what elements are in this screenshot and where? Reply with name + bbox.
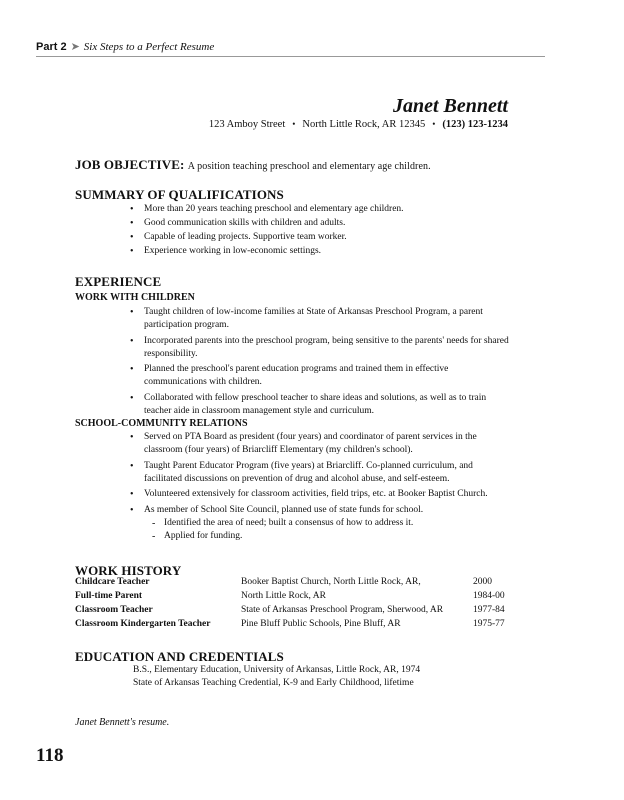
job-title: Classroom Kindergarten Teacher [75, 619, 211, 629]
education-line: B.S., Elementary Education, University of Arkansas, Little Rock, AR, 1974 [133, 665, 421, 675]
bullet-separator: • [292, 119, 296, 129]
city-address: North Little Rock, AR 12345 [302, 119, 426, 130]
objective-heading: JOB OBJECTIVE: [75, 157, 185, 172]
job-place: Booker Baptist Church, North Little Rock, AR, [241, 577, 421, 587]
job-years: 1977-84 [473, 605, 505, 615]
page-number: 118 [36, 745, 64, 766]
work-with-children-list [130, 306, 510, 420]
job-title: Childcare Teacher [75, 577, 150, 587]
objective-section [75, 157, 431, 173]
phone-number: (123) 123-1234 [442, 119, 508, 130]
table-row [75, 577, 505, 591]
list-item: • Taught children of low-income families at State of Arkansas Preschool Program, a parent participation program. [130, 306, 510, 332]
experience-heading: EXPERIENCE [75, 274, 162, 289]
work-with-children-heading: WORK WITH CHILDREN [75, 292, 195, 303]
sub-list-item: - Applied for funding. [152, 530, 510, 543]
list-item: • Volunteered extensively for classroom activities, field trips, etc. at Booker Baptist Church. [130, 488, 510, 501]
list-item [130, 504, 510, 543]
list-item: • Served on PTA Board as president (four years) and coordinator of parent services in the classroom (four years) of Briarcliff Elementary (my children's school). [130, 431, 510, 457]
summary-heading: SUMMARY OF QUALIFICATIONS [75, 187, 284, 202]
list-item: • Capable of leading projects. Supportive team worker. [130, 231, 510, 244]
job-title: Full-time Parent [75, 591, 143, 601]
contact-line [209, 119, 508, 130]
education-details [133, 664, 420, 690]
objective-text: A position teaching preschool and elementary age children. [187, 161, 431, 172]
work-history-heading: WORK HISTORY [75, 563, 182, 578]
list-item: • Incorporated parents into the preschool program, being sensitive to the parents' needs for shared responsibility. [130, 335, 510, 361]
school-community-heading: SCHOOL-COMMUNITY RELATIONS [75, 418, 248, 429]
list-item: • Taught Parent Educator Program (five years) at Briarcliff. Co-planned curriculum, and facilitated discussions on prevention of drug and alcohol abuse, and self-esteem. [130, 460, 510, 486]
arrow-icon: ➤ [70, 41, 80, 53]
school-community-list [130, 431, 510, 545]
running-head-title: Six Steps to a Perfect Resume [83, 41, 215, 53]
job-years: 1975-77 [473, 619, 505, 629]
header-divider [36, 56, 545, 57]
street-address: 123 Amboy Street [208, 119, 286, 130]
figure-caption: Janet Bennett's resume. [75, 717, 170, 728]
table-row [75, 619, 505, 633]
list-item: • Planned the preschool's parent education programs and trained them in effective communications with children. [130, 363, 510, 389]
sub-list-item: - Identified the area of need; built a consensus of how to address it. [152, 517, 510, 530]
job-place: North Little Rock, AR [241, 591, 326, 601]
list-item: • Good communication skills with children and adults. [130, 217, 510, 230]
bullet-separator: • [432, 119, 436, 129]
job-years: 2000 [473, 577, 492, 587]
education-line: State of Arkansas Teaching Credential, K-9 and Early Childhood, lifetime [133, 678, 414, 688]
job-place: Pine Bluff Public Schools, Pine Bluff, AR [241, 619, 401, 629]
job-title: Classroom Teacher [75, 605, 153, 615]
table-row [75, 605, 505, 619]
work-history-table [75, 577, 505, 633]
job-place: State of Arkansas Preschool Program, Sherwood, AR [241, 605, 444, 615]
sub-list [144, 517, 510, 543]
running-head-part: Part 2 [36, 41, 67, 53]
list-item: • Collaborated with fellow preschool teacher to share ideas and solutions, as well as to train teacher aide in classroom management style and curriculum. [130, 392, 510, 418]
table-row [75, 591, 505, 605]
list-item: • More than 20 years teaching preschool and elementary age children. [130, 203, 510, 216]
list-item-text: As member of School Site Council, planned use of state funds for school. [144, 504, 424, 515]
education-heading: EDUCATION AND CREDENTIALS [75, 649, 284, 664]
job-years: 1984-00 [473, 591, 505, 601]
list-item: • Experience working in low-economic settings. [130, 245, 510, 258]
running-head [36, 40, 214, 53]
resume-name: Janet Bennett [392, 95, 508, 117]
summary-list [130, 203, 510, 259]
